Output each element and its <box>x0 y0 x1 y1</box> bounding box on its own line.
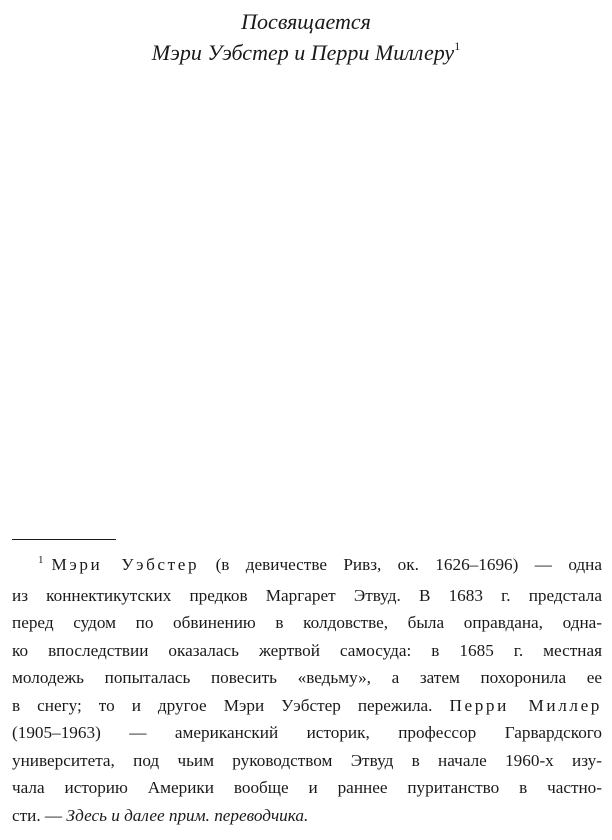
footnote-text: в снегу; то и другое Мэри Уэбстер пережила. <box>12 695 450 715</box>
footnote-text: сти. — <box>12 805 67 825</box>
footnote-translator-note: Здесь и далее прим. переводчика. <box>66 805 309 825</box>
dedication-names-text: Мэри Уэбстер и Перри Миллеру <box>151 40 455 65</box>
footnote-reference[interactable]: 1 <box>454 38 461 53</box>
footnote-line <box>12 692 602 720</box>
footnote <box>12 551 602 829</box>
footnote-line: ко впоследствии оказалась жертвой самосуда: в 1685 г. местная <box>12 640 602 660</box>
footnote-separator <box>12 539 116 540</box>
dedication-title: Посвящается <box>241 9 371 34</box>
footnote-line: (1905–1963) — американский историк, профессор Гарвардского <box>12 723 602 742</box>
dedication <box>0 6 612 68</box>
dedication-names <box>0 37 612 68</box>
footnote-line <box>12 802 602 830</box>
footnote-line <box>12 551 602 582</box>
footnote-marker: 1 <box>38 554 44 566</box>
footnote-line: молодежь попыталась повесить «ведьму», а затем похоронила ее <box>12 668 602 687</box>
footnote-name-miller: Перри Миллер <box>449 695 603 715</box>
footnote-name-webster: Мэри Уэбстер <box>51 555 200 574</box>
footnote-line: перед судом по обвинению в колдовстве, была оправдана, одна- <box>12 613 602 632</box>
footnote-text: (в девичестве Ривз, ок. 1626–1696) — одна <box>199 555 602 574</box>
footnote-line: чала историю Америки вообще и раннее пуританство в частно- <box>12 778 602 797</box>
footnote-line: из коннектикутских предков Маргарет Этвуд. В 1683 г. предстала <box>12 585 602 605</box>
footnote-line: университета, под чьим руководством Этвуд в начале 1960-х изу- <box>12 750 602 770</box>
